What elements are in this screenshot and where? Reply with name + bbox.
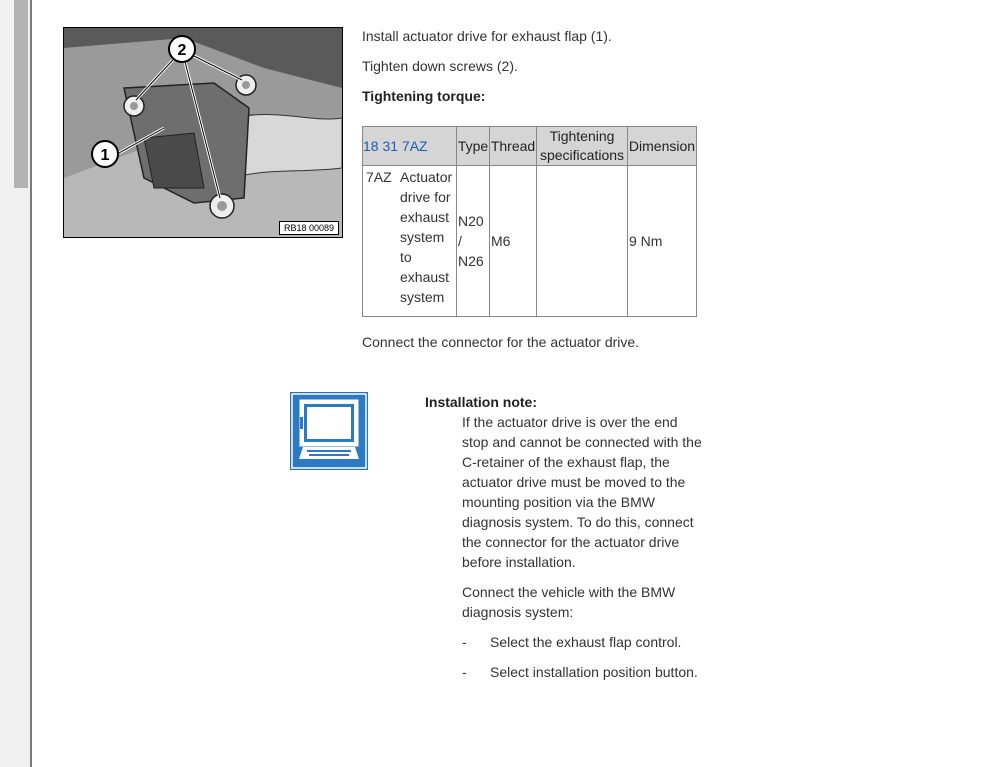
header-dimension: Dimension (628, 127, 697, 166)
cell-part (363, 166, 457, 317)
installation-note-body (462, 412, 702, 692)
actuator-drawing (64, 28, 342, 237)
installation-note-title: Installation note: (425, 394, 537, 410)
note-bullet-list (462, 632, 702, 682)
svg-text:1: 1 (100, 147, 110, 164)
left-scroll-rail (0, 0, 32, 767)
header-type: Type (457, 127, 490, 166)
part-description: Actuator drive for exhaust system to exhaust system (400, 169, 453, 305)
bullet-dash: - (462, 664, 467, 680)
cell-spec (537, 166, 628, 317)
note-paragraph-1: If the actuator drive is over the end stop and cannot be connected with the C-retainer of the exhaust flap, the actuator drive must be moved to the mounting position via the BMW diagnosis system. To do this, connect the connector for the actuator drive before installation. (462, 414, 702, 570)
figure-code: RB18 00089 (279, 221, 339, 235)
step-install: Install actuator drive for exhaust flap (1). (362, 28, 612, 44)
note-paragraph-2: Connect the vehicle with the BMW diagnosis system: (462, 584, 676, 620)
bullet-dash: - (462, 634, 467, 650)
torque-table (362, 126, 697, 317)
list-item (462, 662, 702, 682)
cell-thread: M6 (490, 166, 537, 317)
svg-text:2: 2 (177, 42, 187, 59)
torque-heading: Tightening torque: (362, 88, 486, 104)
connect-text: Connect the connector for the actuator drive. (362, 334, 640, 350)
part-code: 7AZ (366, 169, 392, 185)
actuator-figure (63, 27, 343, 238)
step-tighten: Tighten down screws (2). (362, 58, 518, 74)
bullet-text: Select the exhaust flap control. (490, 634, 682, 650)
header-part-number[interactable]: 18 31 7AZ (363, 127, 457, 166)
table-row (363, 166, 697, 317)
header-thread: Thread (490, 127, 537, 166)
cell-dimension: 9 Nm (628, 166, 697, 317)
diagnosis-monitor-icon (290, 392, 368, 470)
scrollbar-thumb[interactable] (14, 0, 28, 188)
callout-1 (92, 141, 118, 167)
header-tightening-spec: Tightening specifications (537, 127, 628, 166)
bullet-text: Select installation position button. (490, 664, 698, 680)
callout-2 (169, 36, 195, 62)
list-item (462, 632, 702, 652)
cell-type: N20 / N26 (457, 166, 490, 317)
